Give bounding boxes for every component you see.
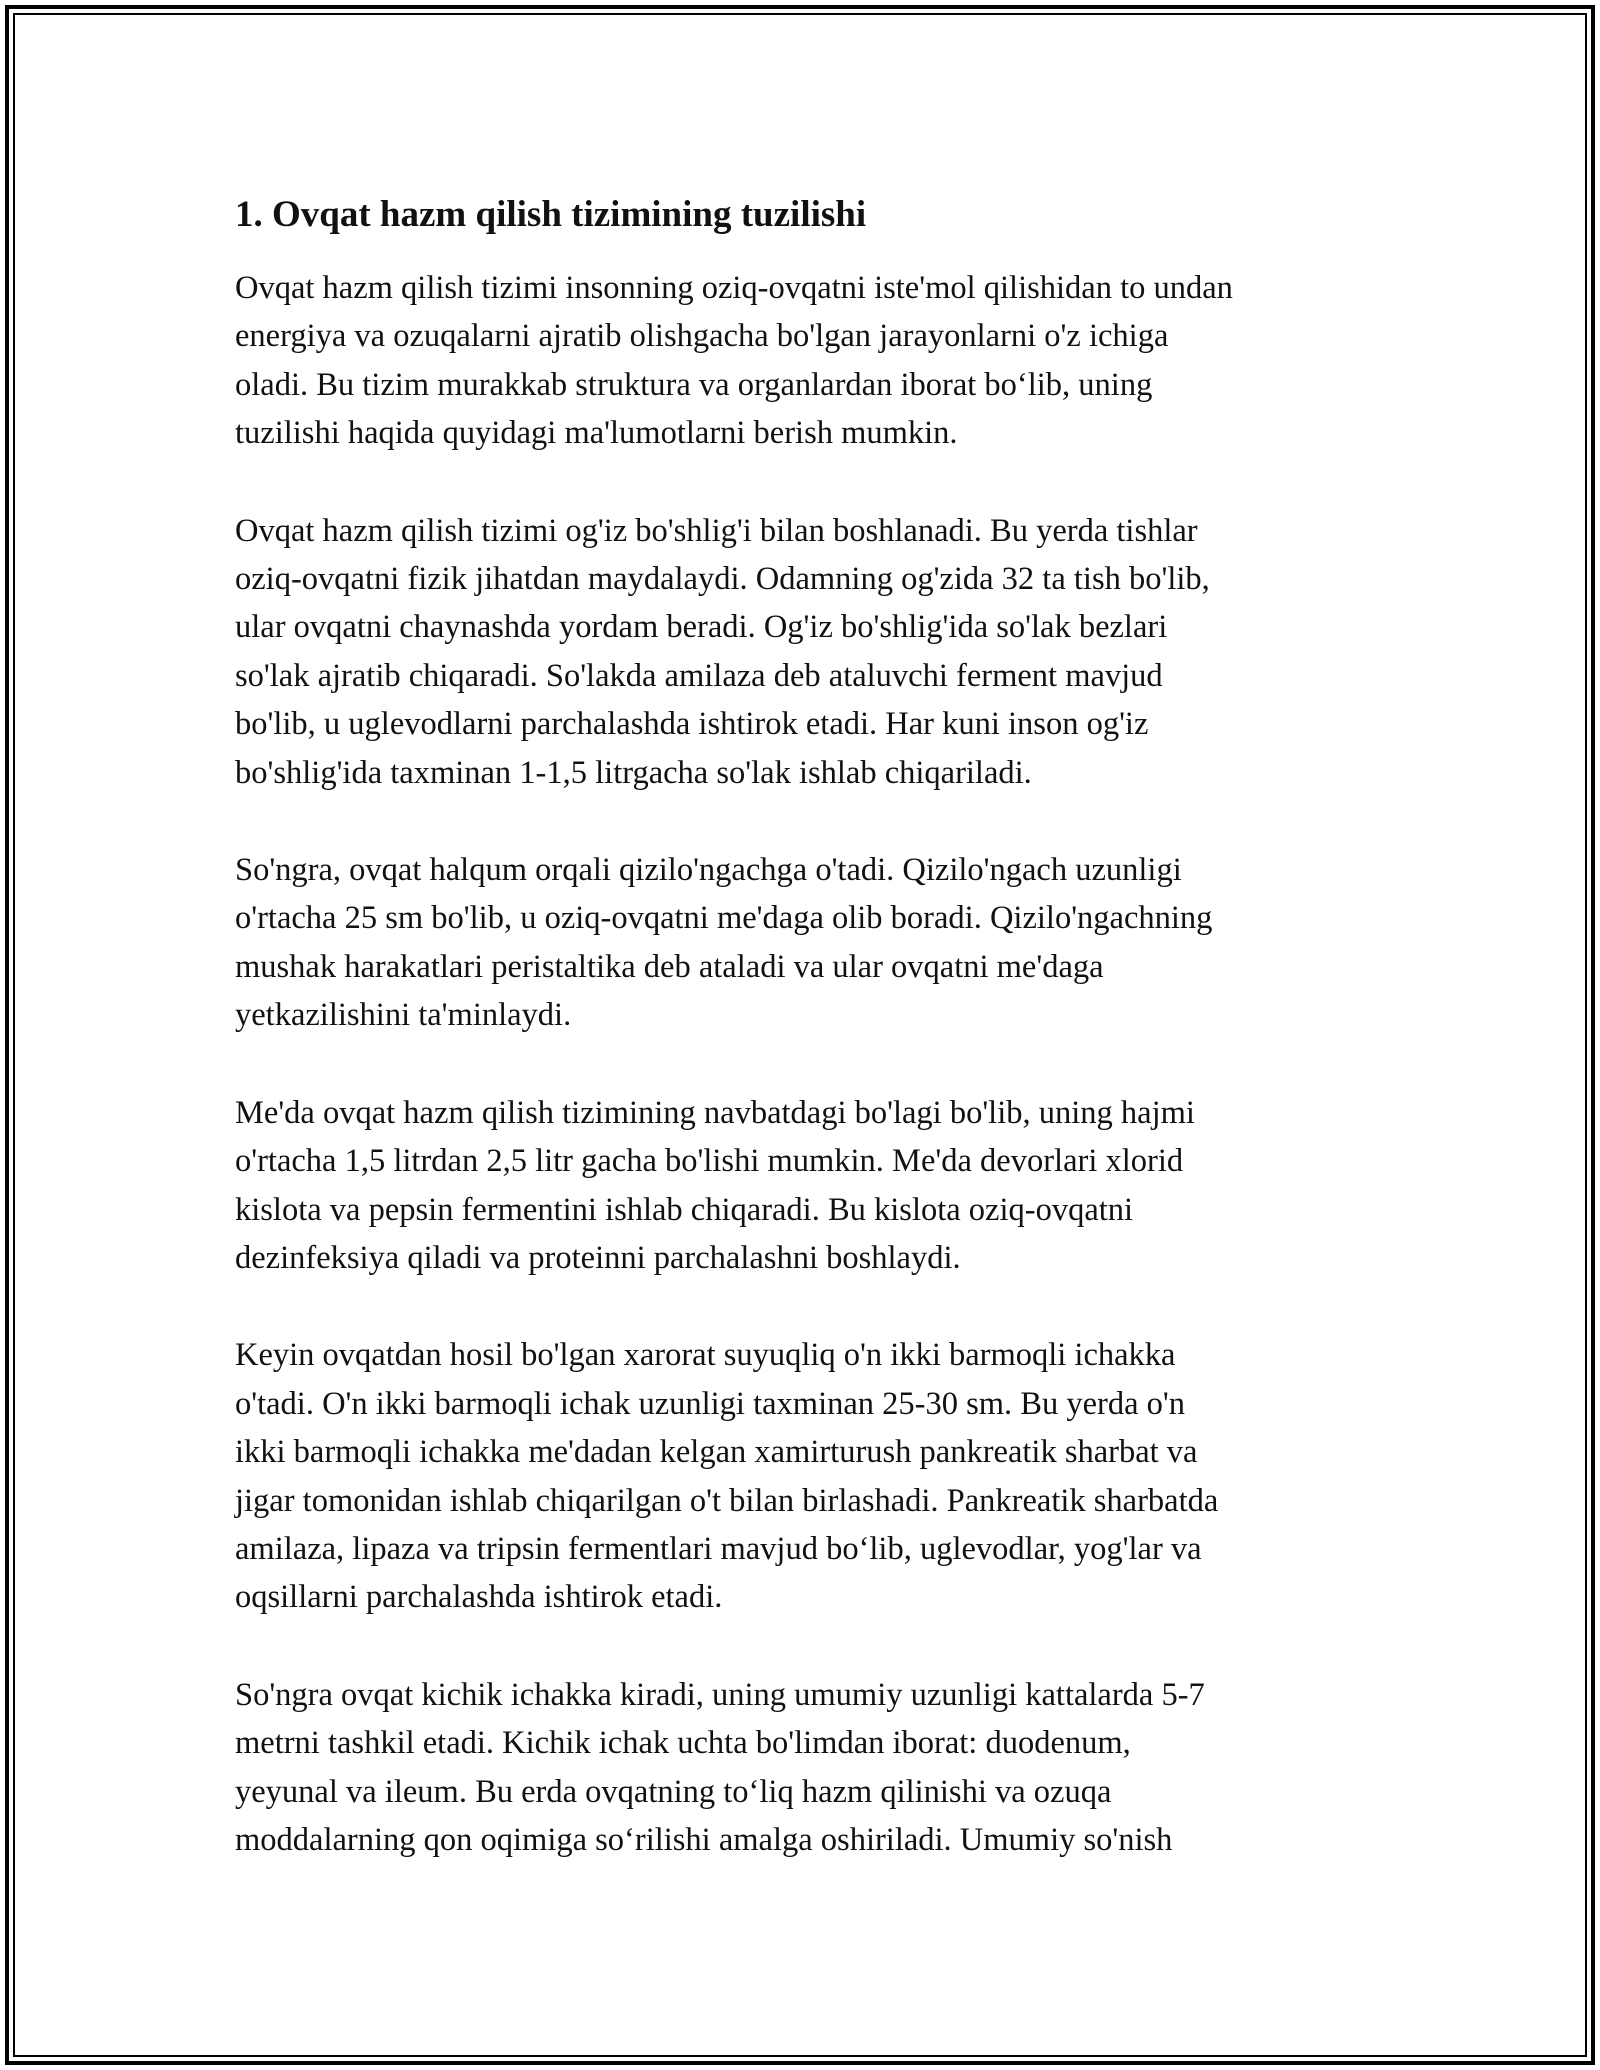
paragraph-4 [235,1089,1375,1283]
text-line: Keyin ovqatdan hosil bo'lgan xarorat suyuqliq o'n ikki barmoqli ichakka [235,1337,1176,1374]
text-line: oziq-ovqatni fizik jihatdan maydalaydi. Odamning og'zida 32 ta tish bo'lib, [235,561,1210,598]
text-line: o'rtacha 25 sm bo'lib, u oziq-ovqatni me'daga olib boradi. Qizilo'ngachning [235,900,1213,937]
text-line: bo'lib, u uglevodlarni parchalashda ishtirok etadi. Har kuni inson og'iz [235,706,1149,743]
text-line: Ovqat hazm qilish tizimi og'iz bo'shlig'i bilan boshlanadi. Bu yerda tishlar [235,512,1198,549]
text-line: metrni tashkil etadi. Kichik ichak uchta bo'limdan iborat: duodenum, [235,1725,1131,1762]
text-line: ular ovqatni chaynashda yordam beradi. Og'iz bo'shlig'ida so'lak bezlari [235,609,1168,646]
text-line: moddalarning qon oqimiga so‘rilishi amalga oshiriladi. Umumiy so'nish [235,1821,1173,1858]
document-body [235,186,1375,1913]
text-line: tuzilishi haqida quyidagi ma'lumotlarni berish mumkin. [235,415,958,452]
text-line: amilaza, lipaza va tripsin fermentlari mavjud bo‘lib, uglevodlar, yog'lar va [235,1530,1202,1567]
text-line: mushak harakatlari peristaltika deb ataladi va ular ovqatni me'daga [235,948,1104,985]
text-line: o'rtacha 1,5 litrdan 2,5 litr gacha bo'lishi mumkin. Me'da devorlari xlorid [235,1143,1184,1180]
paragraph-5 [235,1331,1375,1621]
text-line: oqsillarni parchalashda ishtirok etadi. [235,1579,723,1616]
paragraph-1 [235,264,1375,458]
text-line: so'lak ajratib chiqaradi. So'lakda amilaza deb ataluvchi ferment mavjud [235,657,1163,694]
text-line: yeyunal va ileum. Bu erda ovqatning to‘liq hazm qilinishi va ozuqa [235,1773,1112,1810]
text-line: So'ngra ovqat kichik ichakka kiradi, uning umumiy uzunligi kattalarda 5-7 [235,1676,1205,1713]
text-line: kislota va pepsin fermentini ishlab chiqaradi. Bu kislota oziq-ovqatni [235,1191,1134,1228]
text-line: So'ngra, ovqat halqum orqali qizilo'ngachga o'tadi. Qizilo'ngach uzunligi [235,852,1182,889]
text-line: yetkazilishini ta'minlaydi. [235,997,572,1034]
text-line: oladi. Bu tizim murakkab struktura va organlardan iborat bo‘lib, uning [235,366,1153,403]
text-line: Me'da ovqat hazm qilish tizimining navbatdagi bo'lagi bo'lib, uning hajmi [235,1094,1195,1131]
text-line: dezinfeksiya qiladi va proteinni parchalashni boshlaydi. [235,1239,961,1276]
text-line: bo'shlig'ida taxminan 1-1,5 litrgacha so'lak ishlab chiqariladi. [235,754,1032,791]
text-line: jigar tomonidan ishlab chiqarilgan o't bilan birlashadi. Pankreatik sharbatda [235,1482,1219,1519]
section-heading: 1. Ovqat hazm qilish tizimining tuzilishi [235,194,867,235]
text-line: Ovqat hazm qilish tizimi insonning oziq-ovqatni iste'mol qilishidan to undan [235,270,1233,306]
paragraph-2 [235,507,1375,797]
text-line: energiya va ozuqalarni ajratib olishgacha bo'lgan jarayonlarni o'z ichiga [235,318,1169,355]
paragraph-3 [235,846,1375,1040]
text-line: o'tadi. O'n ikki barmoqli ichak uzunligi taxminan 25-30 sm. Bu yerda o'n [235,1385,1185,1422]
text-line: ikki barmoqli ichakka me'dadan kelgan xamirturush pankreatik sharbat va [235,1434,1198,1471]
paragraph-6 [235,1671,1375,1865]
